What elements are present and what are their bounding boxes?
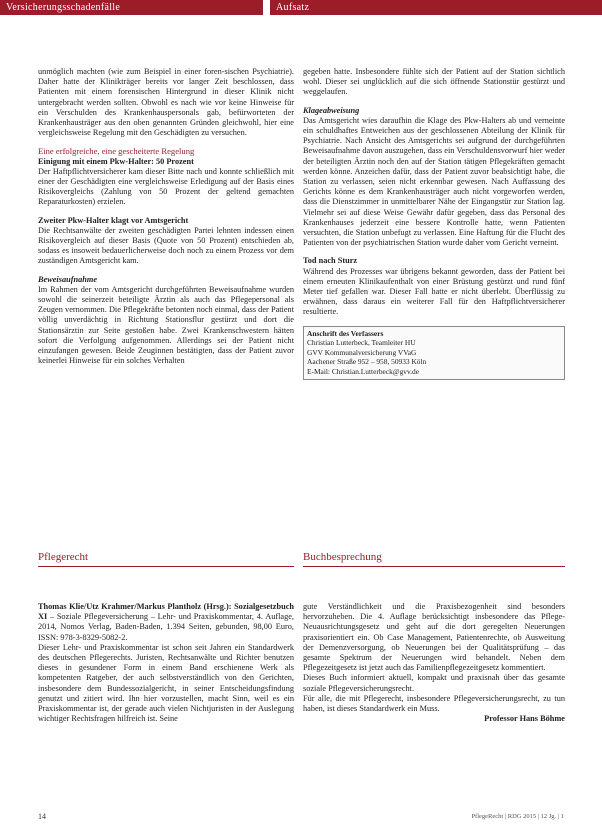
author-line: Aachener Straße 952 – 958, 50933 Köln bbox=[307, 357, 427, 367]
paragraph: gute Verständlichkeit und die Praxisbezogenheit sind besonders hervorzuheben. Die 4. Auflage berücksichtigt insbesondere das Pflege-Neuausrichtungsgesetz und geht auf die dort geregelten Neuerungen praxisorientiert ein. Ob Case Management, Patientenrechte, ob Ausweitung der Demenzversorgung, ob Neuerungen bei der Qualitätsprüfung – das gesamte Spektrum der Neuerungen wird behandelt. Neben dem Pflegezeitgesetz ist jetzt auch das Familienpflegezeitgesetz kommentiert. bbox=[303, 602, 565, 673]
paragraph: Im Rahmen der vom Amtsgericht durchgeführten Beweisaufnahme wurden sowohl die seinerzeit beteiligte Ärztin als auch das Pflegepersonal als Zeugen vernommen. Die Pflegekräfte betonten noch einmal, dass der Patient völlig unverdächtig in Richtung Stationsflur gestürzt und dort die Stationsärztin zur Seite gestoßen habe. Zwei Krankenschwestern hätten sofort die Verfolgung aufgenommen. Allerdings sei der Patient nicht einzufangen gewesen. Beide Zeuginnen bestätigten, dass der Patient zuvor keinerlei Hinweise für ein solches Verhalten bbox=[38, 284, 294, 366]
paragraph: Für alle, die mit Pflegerecht, insbesondere Pflegeversicherungsrecht, zu tun haben, ist dieses Standardwerk ein Muss. bbox=[303, 693, 565, 714]
paragraph: Dieser Lehr- und Praxiskommentar ist schon seit Jahren ein Standardwerk des deutschen Pflegerechts. Juristen, Rechtsanwälte und Richter benutzen dieses in gesundener Form in einem Band erschienene Werk als kompetenten Ratgeber, der auch selbstverständlich von den Gerichten, insbesondere dem Bundessozialgericht, in seiner Entscheidungsfindung genutzt und zitiert wird. Ihn hier vorzustellen, macht Sinn, weil es ein Praxiskommentar ist, der gerade auch vielen Nichtjuristen in der Auslegung wichtiger Rechtsfragen hilfreich ist. Seine bbox=[38, 642, 294, 724]
paragraph: gegeben hatte. Insbesondere fühlte sich der Patient auf der Station sichtlich wohl. Dieser sei unglücklich auf die sich öffnende Stationstür gestürzt und weggelaufen. bbox=[303, 67, 565, 97]
paragraph: Die Rechtsanwälte der zweiten geschädigten Partei lehnten indessen einen Risikovergleich auf dieser Basis (Quote von 50 Prozent) entschieden ab, sodass es insoweit bedauerlicherweise doch noch zu einem Prozess vor dem zuständigen Amtsgericht kam. bbox=[38, 225, 294, 266]
subheading: Einigung mit einem Pkw-Halter: 50 Prozent bbox=[38, 156, 194, 166]
subheading: Zweiter Pkw-Halter klagt vor Amtsgericht bbox=[38, 215, 189, 225]
author-line: Christian Lutterbeck, Teamleiter HU bbox=[307, 338, 416, 348]
footer-journal: PflegeRecht | RDG 2015 | 12 Jg. | 1 bbox=[471, 813, 564, 820]
subheading: Tod nach Sturz bbox=[303, 256, 358, 266]
section-heading: Eine erfolgreiche, eine gescheiterte Regelung bbox=[38, 146, 195, 157]
section-rule-right bbox=[303, 566, 565, 567]
article-right-column bbox=[303, 67, 565, 380]
author-email: E-Mail: Christian.Lutterbeck@gvv.de bbox=[307, 367, 420, 377]
subheading: Klageabweisung bbox=[303, 105, 360, 115]
section-buchbesprechung: Buchbesprechung bbox=[303, 551, 382, 563]
book-citation bbox=[38, 602, 294, 643]
section-rule-left bbox=[38, 566, 294, 567]
author-line: GVV Kommunalversicherung VVaG bbox=[307, 347, 417, 357]
header-bar-right bbox=[270, 0, 602, 15]
paragraph: Das Amtsgericht wies daraufhin die Klage des Pkw-Halters ab und verneinte ein schuldhaftes Entweichen aus der geschlossenen Abteilung der Klinik für Psychiatrie. Nach Ansicht des Amtsgerichts sei aufgrund der durchgeführten Beweisaufnahme davon auszugehen, dass ein Verschuldensvorwurf hier weder der beteiligten Ärztin noch den auf der Station tätigen Pflegekräften gemacht werden könne. Anzeichen dafür, dass der Patient zuvor beabsichtigt habe, die Station zu verlassen, seien nicht erkennbar gewesen. Nach Auffassung des Gerichts könne es dem Krankenhausträger auch nicht vorgeworfen werden, dass die Dienstzimmer in unmittelbarer Nähe der Eingangstür zur Station lag. Vielmehr sei auf diese Weise Gewähr dafür gegeben, dass das Personal des Krankenhauses jederzeit eine bessere Kontrolle hatte, wenn Patienten versuchten, die Station unbefugt zu verlassen. Eine Haftung für die Flucht des Patienten von der psychiatrischen Station wurde daher vom Gericht verneint. bbox=[303, 115, 565, 248]
paragraph: Der Haftpflichtversicherer kam dieser Bitte nach und konnte schließlich mit einer der Geschädigten eine vergleichsweise Erledigung auf der Basis eines Risikovergleichs (Zahlung von 50 Prozent der geltend gemachten Reparaturkosten) erzielen. bbox=[38, 166, 294, 207]
page-number: 14 bbox=[38, 812, 46, 821]
book-details: – Soziale Pflegeversicherung – Lehr- und Praxiskommentar, 4. Auflage, 2014, Nomos Verlag, Baden-Baden, 1.394 Seiten, gebunden, 98,00 Euro, ISSN: 978-3-8329-5082-2. bbox=[38, 612, 294, 642]
book-review-left bbox=[38, 602, 294, 724]
subheading: Beweisaufnahme bbox=[38, 274, 98, 284]
book-review-right bbox=[303, 602, 565, 724]
paragraph: Dieses Buch informiert aktuell, kompakt und praxisnah über das gesamte soziale Pflegeversicherungsrecht. bbox=[303, 673, 565, 693]
article-left-column bbox=[38, 67, 294, 366]
book-title: Thomas Klie/Utz Krahmer/Markus Plantholz (Hrsg.): Sozialgesetzbuch XI bbox=[38, 602, 294, 622]
section-pflegerecht: Pflegerecht bbox=[38, 551, 89, 563]
author-label: Anschrift des Verfassers bbox=[307, 328, 384, 338]
header-section: Aufsatz bbox=[276, 2, 310, 13]
header-title: Versicherungsschadenfälle bbox=[6, 2, 121, 13]
paragraph: Während des Prozesses war übrigens bekannt geworden, dass der Patient bei einem erneuten Klinikaufenthalt von einer Brüstung gestürzt und rund fünf Meter tief gefallen war. Dieser Fall hatte er nicht überlebt. Überflüssig zu erwähnen, dass daraus ein weiterer Fall für den Haftpflichtversicherer resultierte. bbox=[303, 266, 565, 317]
author-address-box bbox=[303, 326, 565, 380]
paragraph: unmöglich machten (wie zum Beispiel in einer foren-sischen Psychiatrie). Daher hatte der Klinikträger bereits vor langer Zeit beschlossen, dass Patienten mit einem forensischen Hintergrund in dieser Klinik nicht untergebracht werden sollten. Obwohl es nach wie vor keine Hinweise für ein Verschulden des Krankenhauspersonals gab, befürworteten der Krankenhausträger aus den oben genannten Gründen gleichwohl, hier eine vergleichsweise Regelung mit den Geschädigten zu versuchen. bbox=[38, 67, 294, 138]
reviewer-signature: Professor Hans Böhme bbox=[484, 714, 565, 724]
